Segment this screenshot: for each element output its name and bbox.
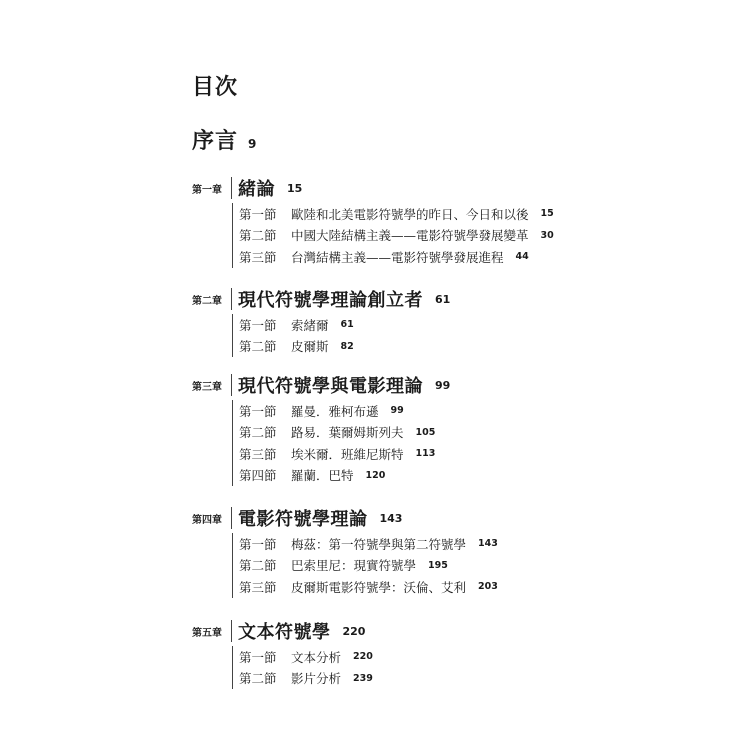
section-title: 中國大陸結構主義——電影符號學發展變革 [291,228,529,244]
section-entry[interactable] [239,576,612,598]
preface-title: 序言 [192,129,239,154]
section-number: 第三節 [239,446,277,462]
chapter-heading[interactable] [192,175,612,201]
chapter-4 [192,505,612,598]
section-page: 105 [415,426,436,438]
section-entry[interactable] [239,465,612,487]
chapter-page: 99 [435,378,451,392]
section-entry[interactable] [239,225,612,247]
section-number: 第二節 [239,558,277,574]
section-entry[interactable] [239,533,612,555]
section-number: 第一節 [239,649,277,665]
section-title: 梅茲：第一符號學與第二符號學 [291,536,467,552]
preface-entry[interactable] [192,124,256,155]
section-entry[interactable] [239,203,612,225]
section-page: 120 [365,469,386,481]
section-title: 影片分析 [291,671,342,687]
chapter-heading[interactable] [192,618,612,644]
chapter-heading[interactable] [192,505,612,531]
section-number: 第三節 [239,249,277,265]
section-entry[interactable] [239,443,612,465]
section-list [232,646,612,689]
preface-page: 9 [248,137,257,151]
chapter-page: 220 [342,624,366,638]
section-list [232,533,612,598]
section-title: 羅曼．雅柯布遜 [291,403,379,419]
section-list [232,314,612,357]
section-page: 203 [478,581,498,593]
section-page: 195 [428,559,448,571]
chapter-title: 緒論 [238,179,275,200]
section-entry[interactable] [239,668,612,690]
section-number: 第三節 [239,579,277,595]
section-page: 239 [353,672,373,684]
section-entry[interactable] [239,555,612,577]
section-title: 埃米爾．班維尼斯特 [291,446,404,462]
section-entry[interactable] [239,646,612,668]
section-title: 文本分析 [291,649,342,665]
chapter-page: 15 [287,181,303,195]
section-title: 路易．葉爾姆斯列夫 [291,425,404,441]
chapter-page: 143 [379,511,403,525]
section-page: 30 [540,229,554,241]
chapter-title: 文本符號學 [238,622,331,643]
section-title: 巴索里尼：現實符號學 [291,558,417,574]
section-entry[interactable] [239,400,612,422]
chapter-heading[interactable] [192,286,612,312]
chapter-number: 第四章 [192,514,222,526]
chapter-number: 第五章 [192,627,222,639]
section-title: 台灣結構主義——電影符號學發展進程 [291,249,504,265]
section-number: 第二節 [239,425,277,441]
section-page: 15 [540,208,554,220]
section-entry[interactable] [239,314,612,336]
chapter-5 [192,618,612,689]
section-number: 第二節 [239,339,277,355]
section-title: 羅蘭．巴特 [291,468,354,484]
section-title: 皮爾斯 [291,339,329,355]
chapter-number: 第二章 [192,295,222,307]
section-number: 第一節 [239,206,277,222]
section-page: 61 [340,319,354,331]
section-page: 44 [515,251,529,263]
section-entry[interactable] [239,246,612,268]
page-title: 目次 [192,75,239,100]
section-title: 歐陸和北美電影符號學的昨日、今日和以後 [291,206,529,222]
section-page: 82 [340,340,354,352]
chapter-heading[interactable] [192,372,612,398]
chapter-2 [192,286,612,357]
chapter-title: 現代符號學理論創立者 [238,290,423,311]
section-number: 第二節 [239,671,277,687]
section-entry[interactable] [239,336,612,358]
section-list [232,203,612,268]
section-title: 皮爾斯電影符號學：沃倫、艾利 [291,579,467,595]
section-number: 第一節 [239,317,277,333]
chapter-title: 現代符號學與電影理論 [238,376,423,397]
section-number: 第一節 [239,536,277,552]
section-page: 99 [390,405,404,417]
section-page: 143 [478,538,498,550]
chapter-title: 電影符號學理論 [238,509,368,530]
chapter-3 [192,372,612,486]
chapter-1 [192,175,612,268]
section-page: 113 [415,448,436,460]
section-page: 220 [353,651,373,663]
chapter-page: 61 [435,292,451,306]
section-number: 第一節 [239,403,277,419]
section-number: 第四節 [239,468,277,484]
section-list [232,400,612,486]
section-number: 第二節 [239,228,277,244]
chapter-number: 第一章 [192,184,222,196]
chapter-number: 第三章 [192,381,222,393]
section-entry[interactable] [239,422,612,444]
section-title: 索緒爾 [291,317,329,333]
